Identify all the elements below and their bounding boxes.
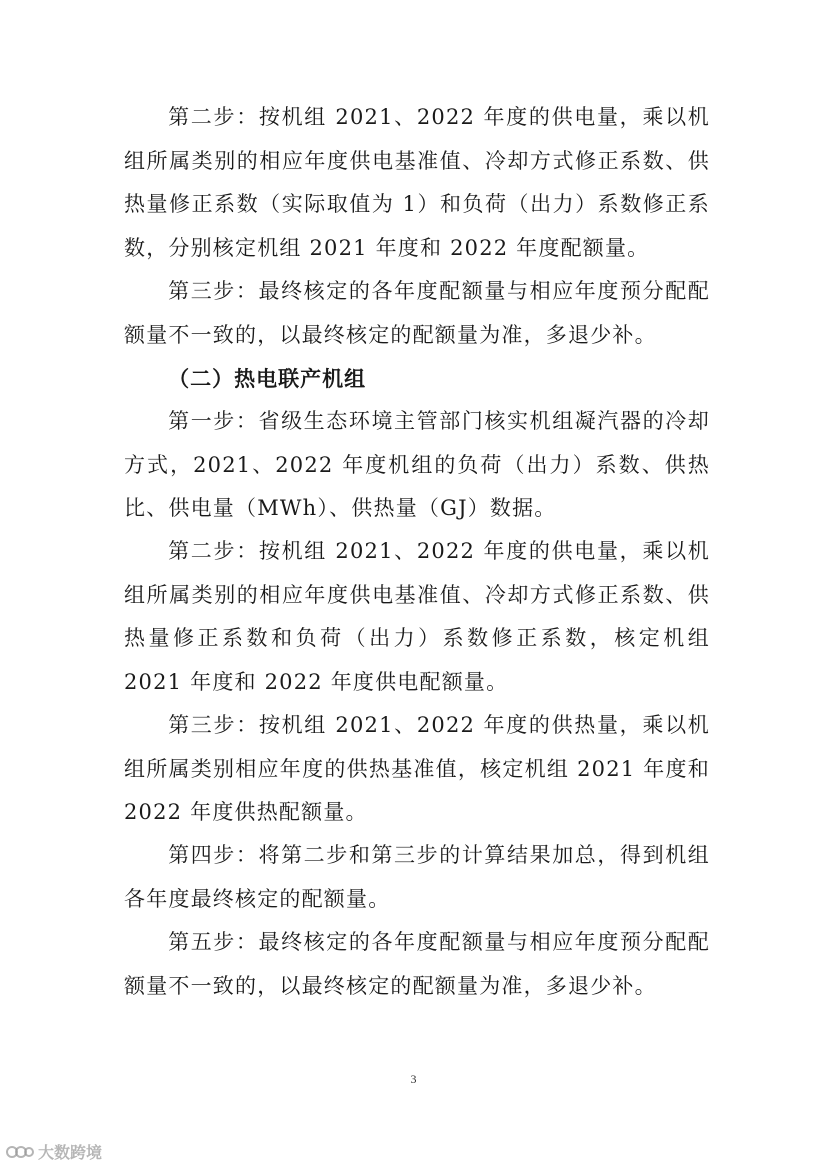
paragraph-step1-chp: 第一步：省级生态环境主管部门核实机组凝汽器的冷却方式，2021、2022 年度机组的负荷（出力）系数、供热比、供电量（MWh）、供热量（GJ）数据。 <box>124 409 710 520</box>
watermark <box>6 1140 102 1163</box>
paragraph-step2-generation-unit: 第二步：按机组 2021、2022 年度的供电量，乘以机组所属类别的相应年度供电基准值、冷却方式修正系数、供热量修正系数（实际取值为 1）和负荷（出力）系数修正系数，分别核定机组 2021 年度和 2022 年度配额量。 <box>124 105 710 260</box>
paragraph-step5-chp: 第五步：最终核定的各年度配额量与相应年度预分配配额量不一致的，以最终核定的配额量为准，多退少补。 <box>124 930 710 998</box>
paragraph-step2-chp: 第二步：按机组 2021、2022 年度的供电量，乘以机组所属类别的相应年度供电基准值、冷却方式修正系数、供热量修正系数和负荷（出力）系数修正系数，核定机组 2021 年度和 2022 年度供电配额量。 <box>124 539 710 694</box>
watermark-text: 大数跨境 <box>38 1143 103 1162</box>
paragraph-step4-chp: 第四步：将第二步和第三步的计算结果加总，得到机组各年度最终核定的配额量。 <box>124 843 710 911</box>
page-number: 3 <box>410 1072 417 1086</box>
brand-logo-icon <box>6 1144 34 1160</box>
paragraph-step3-chp: 第三步：按机组 2021、2022 年度的供热量，乘以机组所属类别相应年度的供热基准值，核定机组 2021 年度和 2022 年度供热配额量。 <box>124 713 710 824</box>
paragraph-step3-generation-unit: 第三步：最终核定的各年度配额量与相应年度预分配配额量不一致的，以最终核定的配额量为准，多退少补。 <box>124 279 710 347</box>
section-heading-chp-units: （二）热电联产机组 <box>168 366 367 391</box>
